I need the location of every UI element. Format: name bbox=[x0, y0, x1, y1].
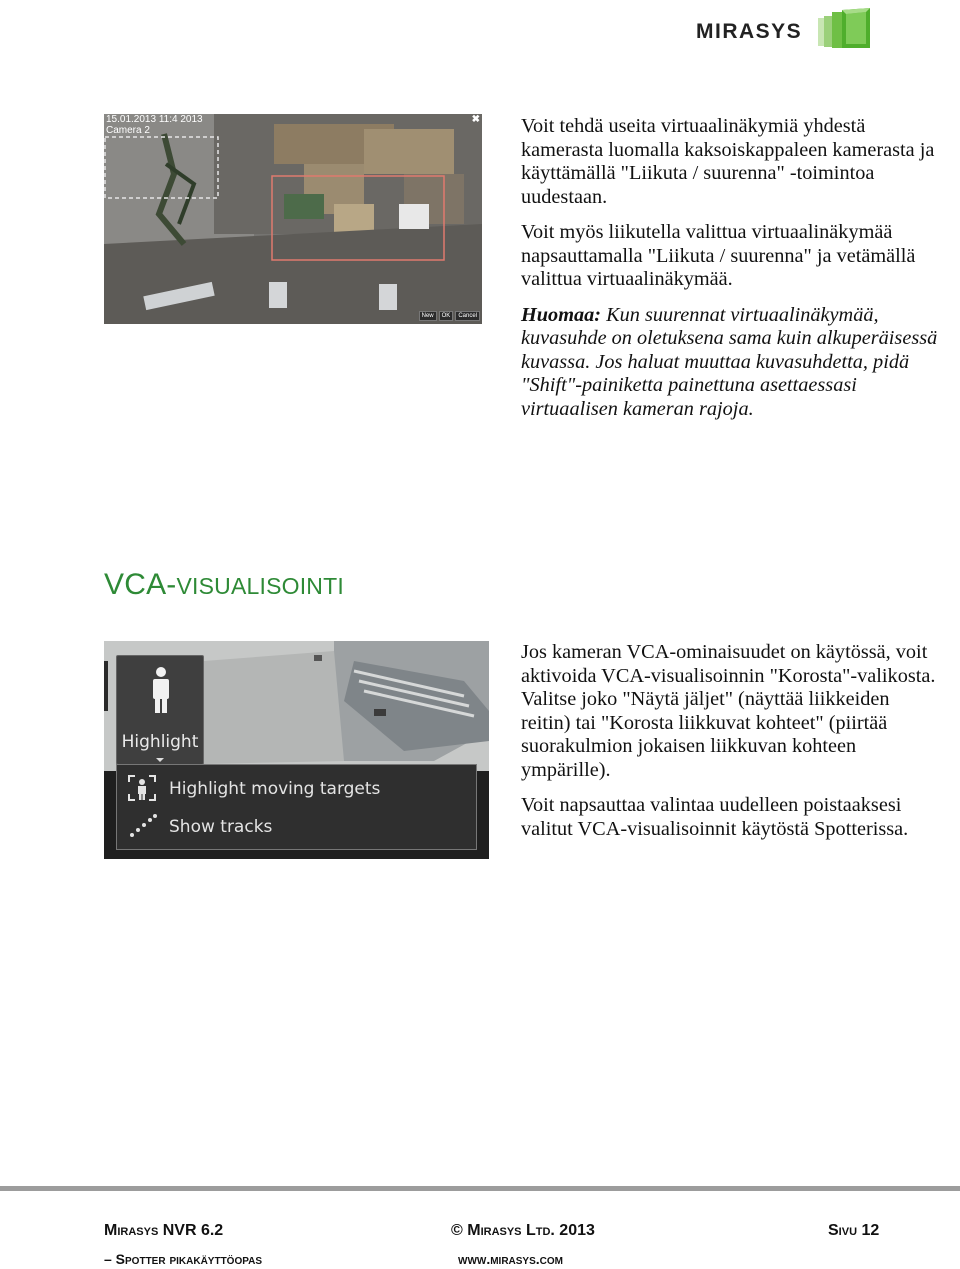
camera-timestamp-overlay bbox=[106, 114, 203, 136]
footer-copyright: © Mirasys Ltd. 2013 bbox=[451, 1222, 595, 1239]
vca-text bbox=[521, 641, 941, 853]
paragraph-3: Jos kameran VCA-ominaisuudet on käytössä, voit aktivoida VCA-visualisoinnin "Korosta"-valikosta. Valitse joko "Näytä jäljet" (näyttää liikkeiden reitin) tai "Korosta liikkuvat kohteet" (piirtää suorakulmion jokaisen liikkuvan kohteen ympärille). bbox=[521, 641, 936, 781]
chevron-down-icon bbox=[156, 758, 164, 762]
camera-view-buttons bbox=[419, 311, 480, 321]
new-button[interactable]: New bbox=[419, 311, 437, 321]
paragraph-1: Voit tehdä useita virtuaalinäkymiä yhdestä kamerasta luomalla kaksoiskappaleen kamerasta ja käyttämällä "Liikuta / suurenna" -toimintoa uudestaan. bbox=[521, 115, 935, 208]
note-text: Kun suurennat virtuaalinäkymää, kuvasuhde on oletuksena sama kuin alkuperäisessä kuvassa. Jos haluat muuttaa kuvasuhdetta, pidä "Shift"-painiketta painettuna asettaessasi virtuaalisen kameran rajoja. bbox=[521, 303, 938, 420]
heading-main: VCA- bbox=[104, 568, 177, 601]
logo-cube-icon bbox=[814, 6, 872, 50]
close-icon[interactable]: ✖ bbox=[471, 114, 480, 125]
paragraph-4: Voit napsauttaa valintaa uudelleen poistaaksesi valitut VCA-visualisoinnit käytöstä Spotterissa. bbox=[521, 794, 909, 840]
camera-virtual-view-screenshot bbox=[104, 114, 482, 324]
vca-highlight-menu-screenshot bbox=[104, 641, 489, 859]
show-tracks-icon bbox=[127, 812, 157, 840]
footer-divider bbox=[0, 1186, 960, 1191]
note-label: Huomaa: bbox=[521, 303, 602, 326]
note-paragraph bbox=[521, 304, 941, 422]
cancel-button[interactable]: Cancel bbox=[455, 311, 480, 321]
paragraph-2: Voit myös liikutella valittua virtuaalinäkymää napsauttamalla "Liikuta / suurenna" ja vetämällä valittua virtuaalinäkymää. bbox=[521, 221, 916, 290]
camera-scene-image bbox=[104, 114, 482, 324]
ok-button[interactable]: OK bbox=[439, 311, 454, 321]
mirasys-logo bbox=[696, 6, 876, 50]
section-heading bbox=[104, 568, 344, 602]
person-icon bbox=[146, 666, 176, 716]
heading-small-caps: VISUALISOINTI bbox=[176, 573, 344, 599]
footer-product: Mirasys NVR 6.2 bbox=[104, 1222, 224, 1239]
highlight-dropdown-menu bbox=[116, 764, 477, 850]
footer-page-number: Sivu 12 bbox=[828, 1222, 880, 1239]
intro-text bbox=[521, 115, 941, 433]
menu-item-highlight-moving-targets[interactable]: Highlight moving targets bbox=[169, 779, 381, 799]
highlight-targets-icon bbox=[127, 774, 157, 802]
highlight-label: Highlight bbox=[121, 732, 199, 752]
footer-guide-title: – Spotter pikakäyttöopas bbox=[104, 1251, 263, 1267]
camera-name: Camera 2 bbox=[106, 125, 150, 136]
menu-item-show-tracks[interactable]: Show tracks bbox=[169, 817, 273, 837]
highlight-button[interactable] bbox=[116, 655, 204, 765]
footer-website-link[interactable]: www.mirasys.com bbox=[458, 1251, 563, 1267]
logo-text: MIRASYS bbox=[696, 20, 803, 43]
camera-timestamp: 15.01.2013 11:4 2013 bbox=[106, 114, 203, 125]
